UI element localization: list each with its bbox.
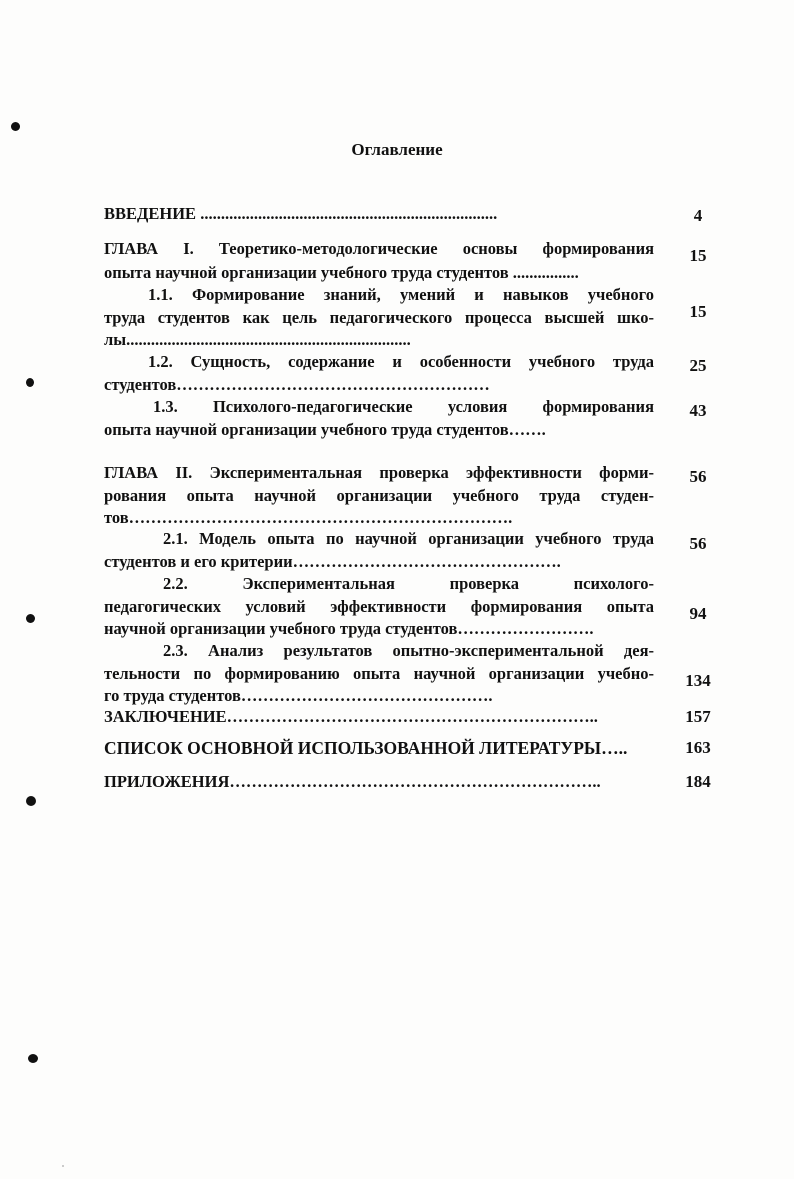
toc-entry-chapter2-line: ГЛАВА II. Экспериментальная проверка эффективности форми- — [104, 463, 654, 482]
toc-entry-chapter1-line: опыта научной организации учебного труда студентов ................ — [104, 263, 579, 282]
toc-entry-section-1-2-line: студентов………………………………………………… — [104, 375, 490, 394]
toc-page-number: 15 — [689, 246, 707, 265]
toc-entry-section-2-2-line: педагогических условий эффективности формирования опыта — [104, 597, 654, 616]
toc-entry-section-2-3-line: тельности по формированию опыта научной организации учебно- — [104, 664, 654, 683]
toc-page-number: 134 — [685, 671, 711, 690]
toc-page-number: 15 — [689, 302, 707, 321]
toc-entry-intro — [104, 203, 497, 225]
toc-page-number: 94 — [689, 604, 707, 623]
toc-page-number: 157 — [685, 707, 711, 726]
scan-speck — [62, 1165, 64, 1167]
toc-entry-section-2-2-line: 2.2. Экспериментальная проверка психолого- — [163, 574, 654, 593]
toc-entry-appendix: ПРИЛОЖЕНИЯ………………………………………………………….. — [104, 772, 601, 791]
toc-entry-label: ВВЕДЕНИЕ — [104, 204, 197, 223]
toc-page-number: 56 — [689, 467, 707, 486]
binding-hole-mark — [26, 614, 35, 623]
toc-entry-references: СПИСОК ОСНОВНОЙ ИСПОЛЬЗОВАННОЙ ЛИТЕРАТУРЫ….. — [104, 738, 628, 758]
toc-entry-section-2-1-line: студентов и его критерии…………………………………………. — [104, 552, 561, 571]
toc-entry-section-2-3-line: 2.3. Анализ результатов опытно-экспериментальной дея- — [163, 641, 654, 660]
toc-entry-section-1-1-line: 1.1. Формирование знаний, умений и навыков учебного — [148, 285, 654, 304]
toc-entry-conclusion: ЗАКЛЮЧЕНИЕ………………………………………………………….. — [104, 707, 598, 726]
toc-entry-section-2-3-line: го труда студентов………………………………………. — [104, 686, 493, 705]
toc-entry-section-1-1-line: труда студентов как цель педагогического процесса высшей шко- — [104, 308, 654, 327]
toc-page-number: 4 — [693, 206, 703, 225]
toc-page-number: 25 — [689, 356, 707, 375]
toc-entry-chapter2-line: рования опыта научной организации учебного труда студен- — [104, 486, 654, 505]
toc-leaders: ........................................................................ — [196, 204, 498, 223]
binding-hole-mark — [28, 1054, 38, 1063]
toc-entry-chapter1-line: ГЛАВА I. Теоретико-методологические основы формирования — [104, 239, 654, 258]
binding-hole-mark — [26, 378, 34, 387]
toc-entry-section-2-2-line: научной организации учебного труда студентов……………………. — [104, 619, 594, 638]
page-title: Оглавление — [351, 140, 443, 159]
toc-entry-chapter2-line: тов……………………………………………………………. — [104, 508, 513, 527]
toc-page-number: 56 — [689, 534, 707, 553]
toc-entry-section-1-3-line: 1.3. Психолого-педагогические условия формирования — [153, 397, 654, 416]
binding-hole-mark — [11, 122, 20, 131]
toc-entry-section-1-1-line: лы..................................................................... — [104, 330, 411, 349]
toc-entry-section-1-2-line: 1.2. Сущность, содержание и особенности учебного труда — [148, 352, 654, 371]
binding-hole-mark — [26, 796, 36, 806]
toc-entry-section-2-1-line: 2.1. Модель опыта по научной организации учебного труда — [163, 529, 654, 548]
toc-page-number: 163 — [685, 738, 711, 757]
toc-page-number: 184 — [685, 772, 711, 791]
toc-entry-section-1-3-line: опыта научной организации учебного труда студентов……. — [104, 420, 546, 439]
toc-page-number: 43 — [689, 401, 707, 420]
